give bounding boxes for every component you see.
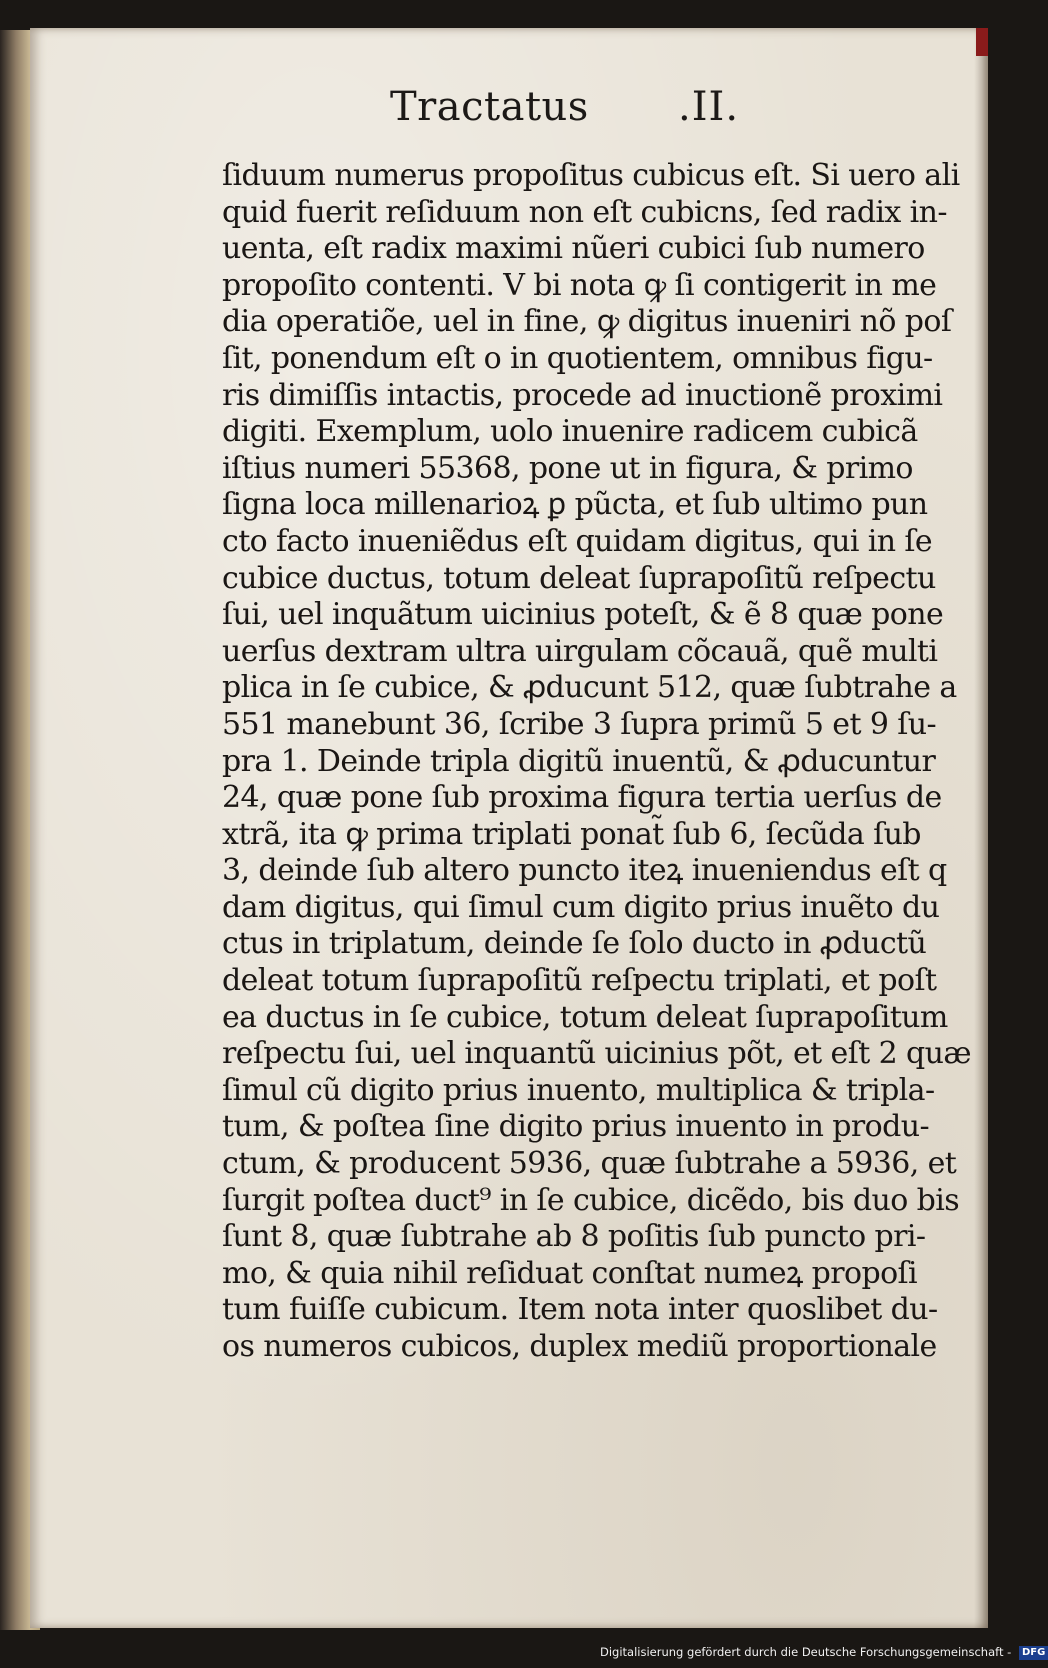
text-line: ea ductus in ſe cubice, totum deleat ſuprapoſitum [222,999,948,1035]
page-body-text [222,158,971,1366]
text-line: ſui, uel inquãtum uicinius poteſt, & ẽ 8 quæ pone [222,597,944,633]
dfg-logo: DFG [1019,1646,1048,1660]
text-line: cubice ductus, totum deleat ſuprapoſitũ reſpectu [222,560,936,596]
text-line: ſiduum numerus propoſitus cubicus eſt. Si uero ali [222,158,960,193]
text-line: iſtius numeri 55368, pone ut in figura, & primo [222,450,913,486]
text-line: quid fuerit reſiduum non eſt cubicns, ſed radix in- [222,194,947,230]
text-line: 551 manebunt 36, ſcribe 3 ſupra primũ 5 et 9 ſu- [222,706,937,742]
text-line: 3, deinde ſub altero puncto iteꝝ inueniendus eſt q [222,853,947,889]
text-line: pra 1. Deinde tripla digitũ inuentũ, & ꝓducuntur [222,743,936,779]
text-line: os numeros cubicos, duplex mediũ proportionale [222,1329,937,1364]
text-line: uerſus dextram ultra uirgulam cõcauã, quẽ multi [222,633,938,669]
text-line: reſpectu ſui, uel inquantũ uicinius põt, et eſt 2 quæ [222,1036,971,1072]
digitization-credit-text: Digitalisierung gefördert durch die Deutsche Forschungsgemeinschaft - [600,1645,1012,1659]
text-line: ctum, & producent 5936, quæ ſubtrahe a 5936, et [222,1146,957,1182]
running-head [30,84,988,144]
text-line: dia operatiõe, uel in fine, ꝙ digitus inueniri nõ poſ [222,304,952,340]
text-line: xtrã, ita ꝙ prima triplati ponat̃ ſub 6, ſecũda ſub [222,816,921,852]
book-page [30,28,988,1628]
text-line: uenta, eſt radix maximi nũeri cubici ſub numero [222,231,925,267]
text-line: ſit, ponendum eſt o in quotientem, omnibus figu- [222,340,933,376]
text-line: ſimul cũ digito prius inuento, multiplica & tripla- [222,1072,935,1108]
text-line: mo, & quia nihil reſiduat conſtat numeꝝ propoſi [222,1255,918,1291]
text-line: tum fuiſſe cubicum. Item nota inter quoslibet du- [222,1292,938,1328]
text-line: dam digitus, qui ſimul cum digito prius inuẽto du [222,889,940,925]
text-line: ſurgit poſtea duct⁹ in ſe cubice, dicẽdo, bis duo bis [222,1182,960,1218]
bookmark-ribbon [976,28,988,56]
text-line: ris dimiſſis intactis, procede ad inuctionẽ proximi [222,377,943,413]
text-line: deleat totum ſuprapoſitũ reſpectu triplati, et poſt [222,963,937,999]
spine-shadow [974,28,988,1628]
running-head-title: Tractatus [390,84,589,130]
text-line: 24, quæ pone ſub proxima figura tertia uerſus de [222,780,942,816]
running-head-number: .II. [678,84,740,130]
text-line: digiti. Exemplum, uolo inuenire radicem cubicã [222,414,918,450]
text-line: plica in ſe cubice, & ꝓducunt 512, quæ ſubtrahe a [222,670,957,706]
text-line: ctus in triplatum, deinde ſe ſolo ducto in ꝓductũ [222,926,927,962]
text-line: ſigna loca millenarioꝝ ꝑ pũcta, et ſub ultimo pun [222,487,928,523]
text-line: propoſito contenti. V bi nota ꝙ ſi contigerit in me [222,267,937,303]
digitization-credit [600,1640,1048,1664]
text-line: cto facto inueniẽdus eſt quidam digitus, qui in ſe [222,523,933,559]
text-line: tum, & poſtea ſine digito prius inuento in produ- [222,1109,929,1145]
text-line: ſunt 8, quæ ſubtrahe ab 8 poſitis ſub puncto pri- [222,1219,926,1255]
